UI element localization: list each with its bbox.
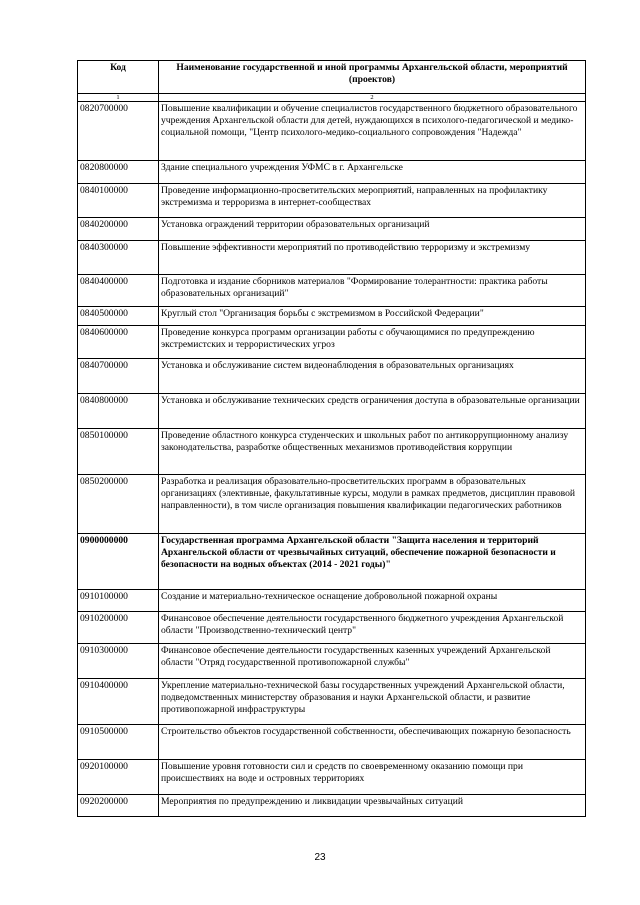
row-description: Финансовое обеспечение деятельности государственного бюджетного учреждения Архангельской области "Производственно-технический центр" [159, 612, 586, 644]
table-row [78, 760, 586, 795]
row-description: Проведение областного конкурса студенческих и школьных работ по антикоррупционному анализу законодательства, разработке общественных механизмов противодействия коррупции [159, 429, 586, 475]
column-numbering-row [78, 94, 586, 102]
row-description: Строительство объектов государственной собственности, обеспечивающих пожарную безопасность [159, 725, 586, 760]
row-code: 0910300000 [78, 644, 159, 679]
table-row [78, 725, 586, 760]
table-row [78, 534, 586, 590]
row-description: Установка и обслуживание систем видеонаблюдения в образовательных организациях [159, 359, 586, 394]
row-code: 0840700000 [78, 359, 159, 394]
row-description: Государственная программа Архангельской области "Защита населения и территорий Архангельской области от чрезвычайных ситуаций, обеспечение пожарной безопасности и безопасности на водных объектах (2014 - 2021 годы)" [159, 534, 586, 590]
table-row [78, 429, 586, 475]
table-row [78, 359, 586, 394]
table-row [78, 394, 586, 429]
table-body [78, 102, 586, 817]
table-row [78, 326, 586, 359]
row-description: Укрепление материально-технической базы государственных учреждений Архангельской области, подведомственных министерству образования и науки Архангельской области, и развитие противопожарной инфраструктуры [159, 679, 586, 725]
row-code: 0900000000 [78, 534, 159, 590]
row-code: 0910400000 [78, 679, 159, 725]
table-row [78, 241, 586, 275]
table-row [78, 590, 586, 612]
header-code: Код [78, 61, 159, 94]
table-header-row [78, 61, 586, 94]
row-description: Финансовое обеспечение деятельности государственных казенных учреждений Архангельской области "Отряд государственной противопожарной службы" [159, 644, 586, 679]
row-code: 0910100000 [78, 590, 159, 612]
table-row [78, 679, 586, 725]
row-code: 0920200000 [78, 795, 159, 817]
row-code: 0850200000 [78, 475, 159, 534]
row-code: 0910500000 [78, 725, 159, 760]
row-description: Повышение квалификации и обучение специалистов государственного бюджетного образовательного учреждения Архангельской области для детей, нуждающихся в психолого-педагогической и медико-социальной помощи, "Центр психолого-медико-социального сопровождения "Надежда" [159, 102, 586, 161]
row-code: 0840600000 [78, 326, 159, 359]
table-row [78, 307, 586, 326]
page-number: 23 [314, 852, 326, 863]
table-row [78, 161, 586, 184]
table-row [78, 218, 586, 241]
row-code: 0840400000 [78, 275, 159, 307]
row-description: Повышение уровня готовности сил и средств по своевременному оказанию помощи при происшествиях на воде и островных территориях [159, 760, 586, 795]
row-code: 0920100000 [78, 760, 159, 795]
row-description: Установка ограждений территории образовательных организаций [159, 218, 586, 241]
header-name: Наименование государственной и иной программы Архангельской области, мероприятий (проектов) [159, 61, 586, 94]
row-code: 0820800000 [78, 161, 159, 184]
row-description: Подготовка и издание сборников материалов "Формирование толерантности: практика работы образовательных организаций" [159, 275, 586, 307]
row-code: 0840300000 [78, 241, 159, 275]
row-code: 0840500000 [78, 307, 159, 326]
table-row [78, 275, 586, 307]
row-description: Проведение конкурса программ организации работы с обучающимися по предупреждению экстремистских и террористических угроз [159, 326, 586, 359]
row-description: Мероприятия по предупреждению и ликвидации чрезвычайных ситуаций [159, 795, 586, 817]
column-number-2: 2 [159, 94, 586, 102]
row-description: Повышение эффективности мероприятий по противодействию терроризму и экстремизму [159, 241, 586, 275]
table-row [78, 644, 586, 679]
table-row [78, 795, 586, 817]
row-description: Разработка и реализация образовательно-просветительских программ в образовательных организациях (элективные, факультативные курсы, модули в рамках предметов, дисциплин правовой направленности), в том числе организация повышения квалификации педагогических работников [159, 475, 586, 534]
row-description: Установка и обслуживание технических средств ограничения доступа в образовательные организации [159, 394, 586, 429]
table-row [78, 612, 586, 644]
table-row [78, 102, 586, 161]
program-table [77, 60, 586, 817]
table-row [78, 475, 586, 534]
row-code: 0850100000 [78, 429, 159, 475]
row-code: 0840200000 [78, 218, 159, 241]
row-code: 0840100000 [78, 184, 159, 218]
column-number-1: 1 [78, 94, 159, 102]
row-code: 0910200000 [78, 612, 159, 644]
row-code: 0820700000 [78, 102, 159, 161]
row-description: Круглый стол "Организация борьбы с экстремизмом в Российской Федерации" [159, 307, 586, 326]
row-code: 0840800000 [78, 394, 159, 429]
row-description: Здание специального учреждения УФМС в г. Архангельске [159, 161, 586, 184]
table-row [78, 184, 586, 218]
row-description: Создание и материально-техническое оснащение добровольной пожарной охраны [159, 590, 586, 612]
row-description: Проведение информационно-просветительских мероприятий, направленных на профилактику экстремизма и терроризма в интернет-сообществах [159, 184, 586, 218]
